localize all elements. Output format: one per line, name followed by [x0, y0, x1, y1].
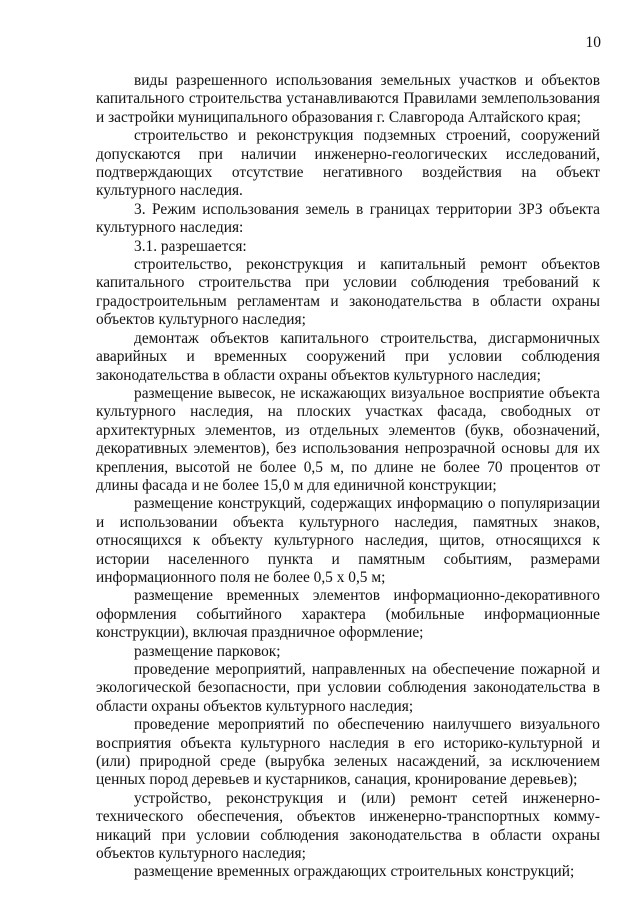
list-item: размещение временных ограждающих строительных конструкций;: [134, 863, 575, 881]
list-item: размещение парковок;: [134, 642, 281, 660]
list-item: размещение временных элементов информационно-декоративного оформления событийного характера (мобильные информационные конструкции), включая праздничное оформление;: [96, 587, 600, 642]
list-item: строительство, реконструкция и капитальный ремонт объектов капитального строительства при условии соблюдения требований к градостроительным регламентам и законодательства в области охраны объектов культурного наследия;: [96, 256, 600, 329]
list-item: размещение вывесок, не искажающих визуальное восприятие объекта культурного наследия, на плоских участках фасада, свободных от архитектурных элементов, из отдельных элементов (букв, обозначений, декоративных элементов), без использования непрозрачной основы для их крепления, высотой не более 0,5 м, по длине не более 70 процентов от длины фасада и не более 15,0 м для единичной конструкции;: [96, 384, 600, 494]
list-item: устройство, реконструкция и (или) ремонт сетей инженерно-технического обеспечения, объектов инженерно-транспортных коммуникаций при условии соблюдения законодательства в области охраны объектов культурного наследия;: [96, 789, 600, 863]
subsection-heading: 3.1. разрешается:: [134, 237, 247, 255]
paragraph: виды разрешенного использования земельных участков и объектов капитального строительства устанавливаются Правилами землепользования и застройки муниципального образования г. Славгорода Алтайского края;: [96, 72, 600, 126]
list-item: проведение мероприятий, направленных на обеспечение пожарной и экологической безопасности, при условии соблюдения законодательства в области охраны объектов культурного наследия;: [96, 661, 600, 715]
list-item: размещение конструкций, содержащих информацию о популяризации и использовании объекта культурного наследия, памятных знаков, относящихся к объекту культурного наследия, щитов, относящихся к истории населенного пункта и памятным событиям, размерами информационного поля не более 0,5 х 0,5 м;: [96, 495, 600, 586]
page-number: 10: [585, 34, 601, 51]
list-item: демонтаж объектов капитального строительства, дисгармоничных аварийных и временных сооружений при условии соблюдения законодательства в области охраны объектов культурного наследия;: [96, 329, 600, 384]
paragraph: строительство и реконструкция подземных строений, сооружений допускаются при наличии инженерно-геологических исследований, подтверждающих отсутствие негативного воздействия на объект культурного наследия.: [96, 127, 600, 200]
section-heading: 3. Режим использования земель в границах территории ЗРЗ объекта культурного наследия:: [96, 200, 600, 237]
document-body: [96, 72, 600, 882]
list-item: проведение мероприятий по обеспечению наилучшего визуального восприятия объекта культурного наследия в его историко-культурной и (или) природной среде (вырубка зеленых насаждений, за исключением ценных пород деревьев и кустарников, санация, кронирование деревьев);: [96, 716, 600, 789]
